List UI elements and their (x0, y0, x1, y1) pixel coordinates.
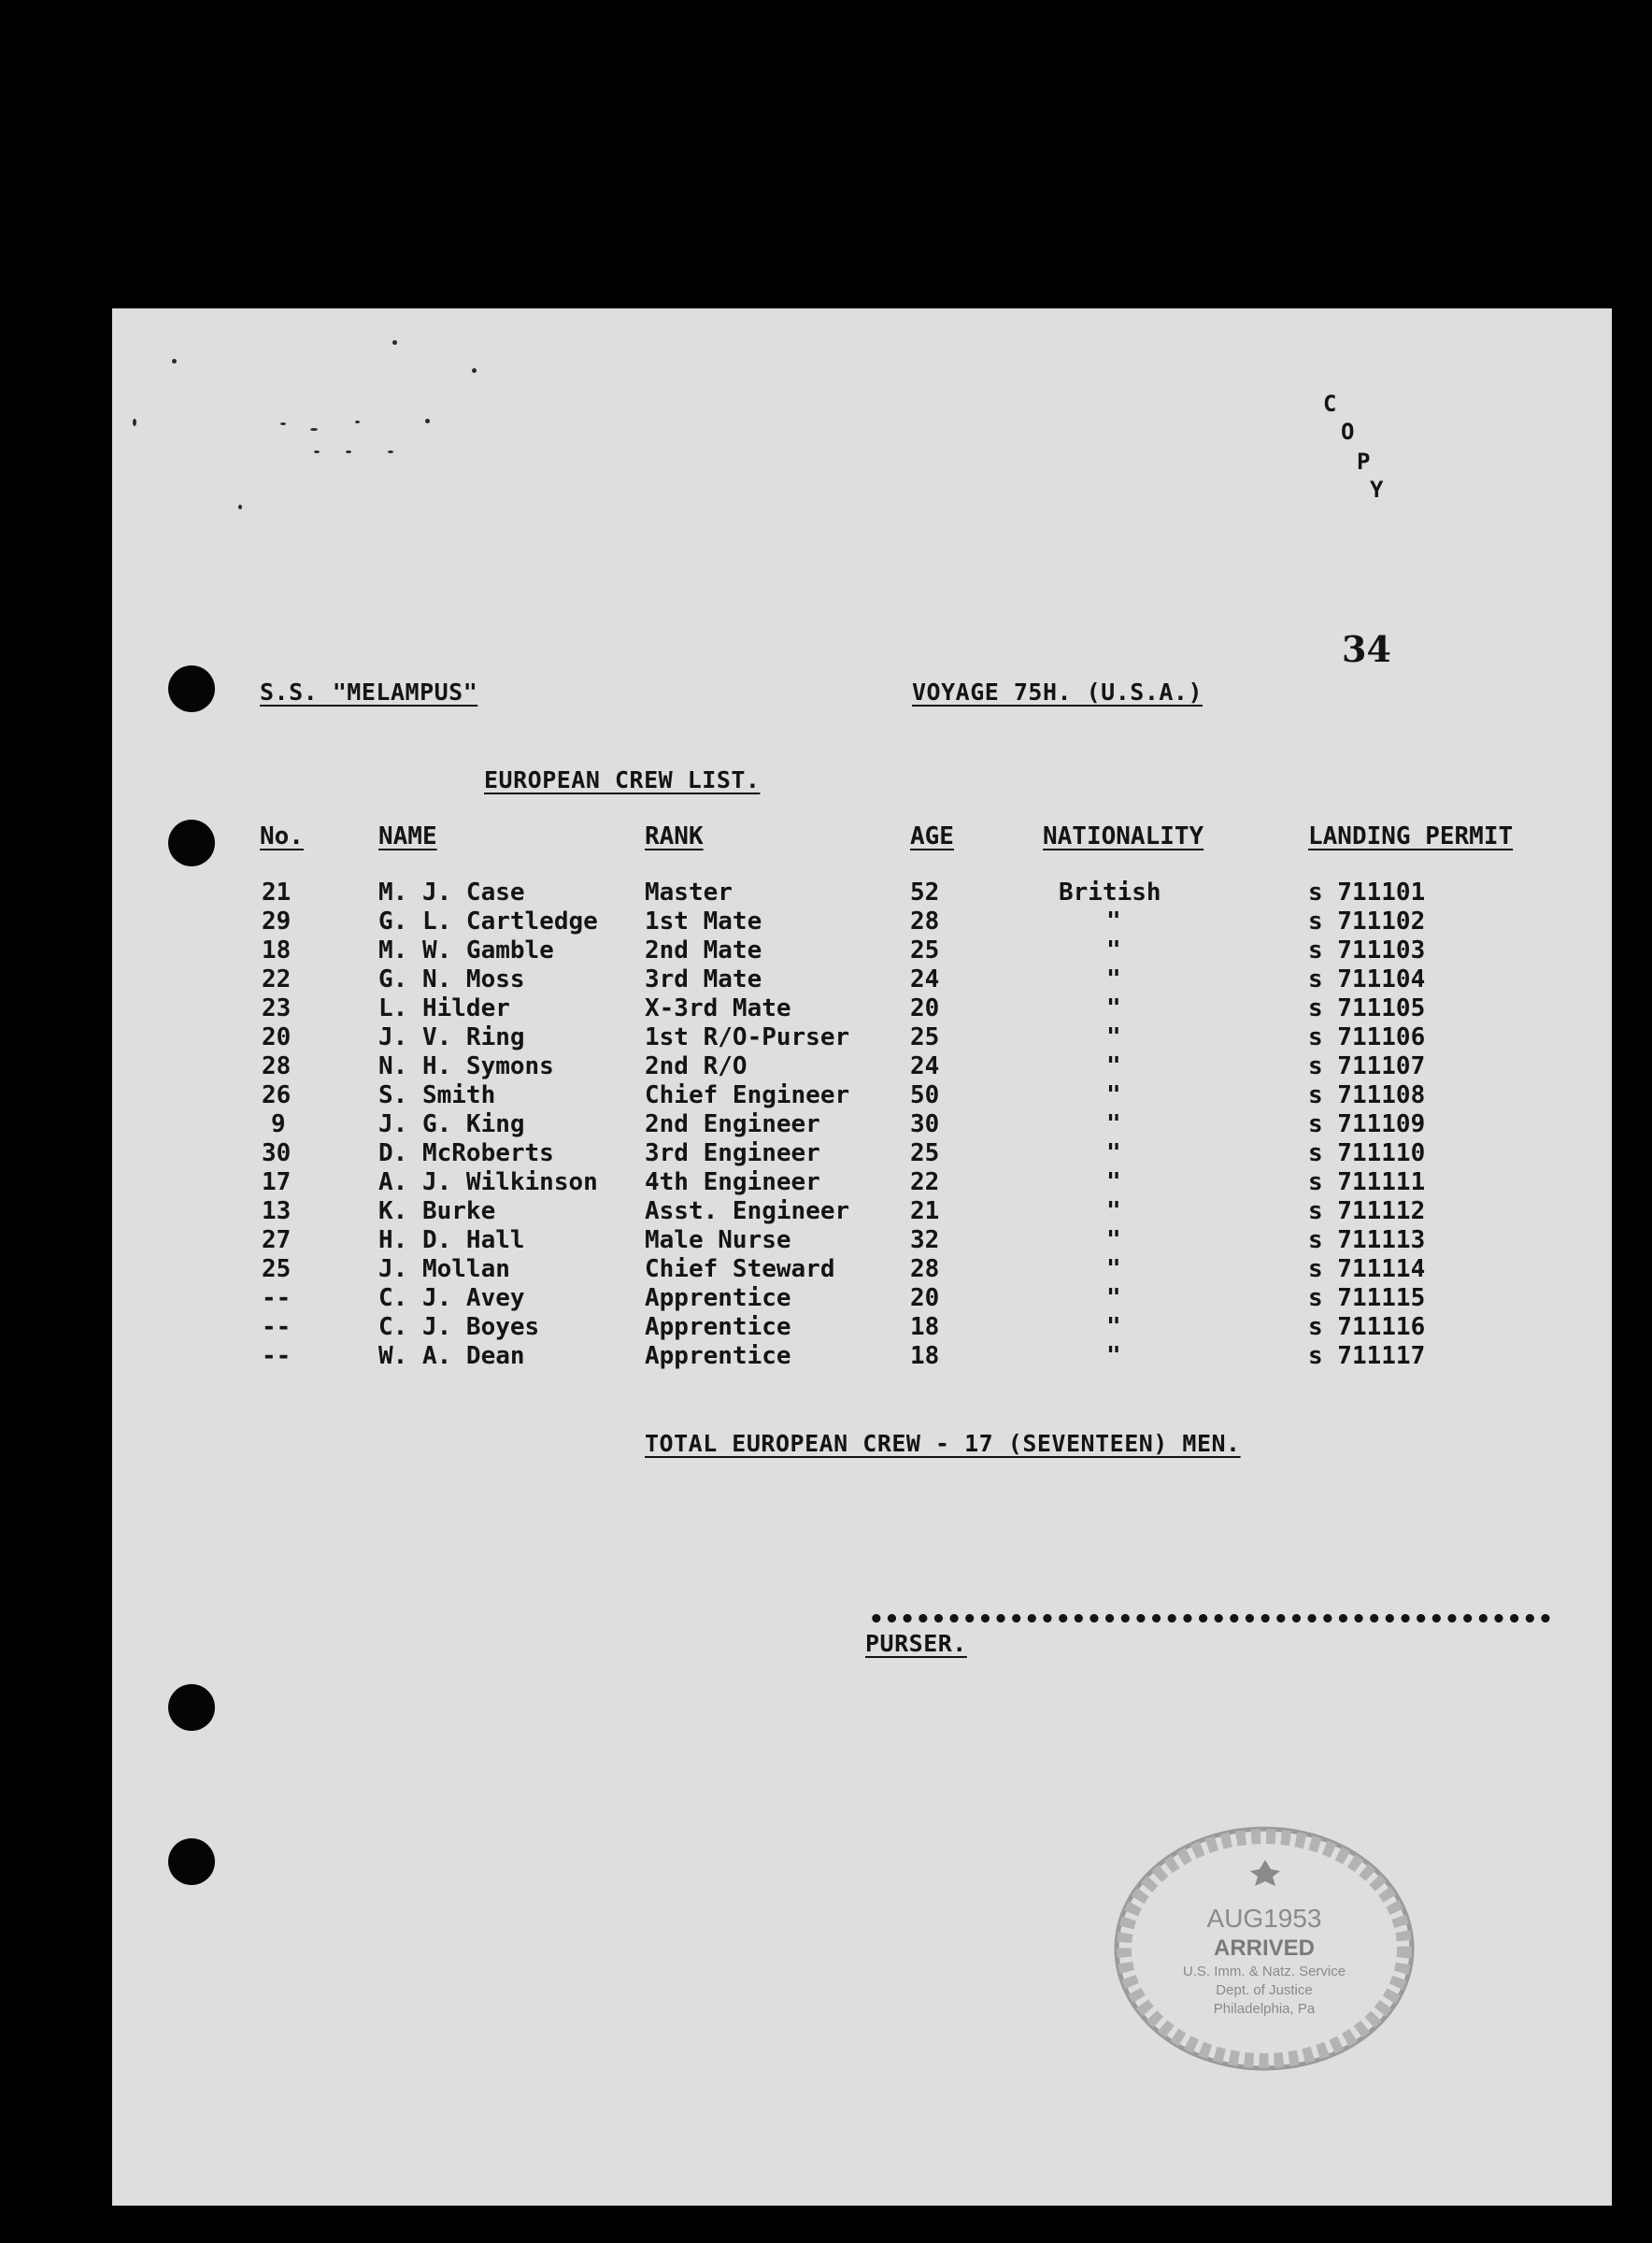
cell-permit: s 711108 (1308, 1081, 1426, 1109)
punch-hole (168, 1838, 215, 1885)
cell-name: M. J. Case (378, 879, 525, 907)
cell-no: -- (262, 1284, 292, 1312)
cell-permit: s 711103 (1308, 936, 1426, 964)
cell-permit: s 711104 (1308, 965, 1426, 993)
table-row (0, 1197, 1652, 1225)
column-header-name: NAME (378, 822, 437, 850)
cell-name: L. Hilder (378, 994, 510, 1022)
arrival-stamp (1110, 1822, 1418, 2075)
cell-no: 22 (262, 965, 292, 993)
cell-permit: s 711115 (1308, 1284, 1426, 1312)
cell-rank: Master (645, 879, 733, 907)
cell-age: 24 (910, 1052, 940, 1080)
cell-no: -- (262, 1313, 292, 1341)
cell-age: 22 (910, 1168, 940, 1196)
cell-name: D. McRoberts (378, 1139, 554, 1167)
column-header-age: AGE (910, 822, 954, 850)
cell-nationality: " (1106, 936, 1121, 964)
cell-name: C. J. Avey (378, 1284, 525, 1312)
cell-rank: Apprentice (645, 1284, 791, 1312)
cell-permit: s 711117 (1308, 1342, 1426, 1370)
cell-nationality: " (1106, 1139, 1121, 1167)
cell-nationality: " (1106, 907, 1121, 936)
cell-rank: X-3rd Mate (645, 994, 791, 1022)
cell-nationality: British (1059, 879, 1161, 907)
punch-hole (168, 665, 215, 712)
table-row (0, 1168, 1652, 1196)
cell-name: G. L. Cartledge (378, 907, 598, 936)
stamp-line1: U.S. Imm. & Natz. Service (1182, 1964, 1346, 1979)
table-row (0, 907, 1652, 936)
cell-age: 24 (910, 965, 940, 993)
cell-permit: s 711112 (1308, 1197, 1426, 1225)
cell-rank: Apprentice (645, 1313, 791, 1341)
column-header-nationality: NATIONALITY (1043, 822, 1204, 850)
cell-rank: 4th Engineer (645, 1168, 820, 1196)
cell-name: J. V. Ring (378, 1023, 525, 1051)
cell-rank: 3rd Mate (645, 965, 762, 993)
copy-letter: Y (1370, 477, 1384, 503)
cell-permit: s 711102 (1308, 907, 1426, 936)
stamp-status: ARRIVED (1213, 1936, 1316, 1961)
stamp-ring-icon (1110, 1822, 1418, 2075)
speck (133, 419, 136, 426)
speck (392, 340, 397, 345)
cell-name: J. G. King (378, 1110, 525, 1138)
cell-permit: s 711116 (1308, 1313, 1426, 1341)
list-title: EUROPEAN CREW LIST. (484, 766, 761, 793)
page-number: 34 (1342, 628, 1391, 670)
speck (346, 450, 351, 453)
punch-hole (168, 1684, 215, 1731)
cell-no: 13 (262, 1197, 292, 1225)
copy-letter: O (1341, 419, 1355, 445)
signature-line: •••••••••••••••••••••••••••••••••••••••••••• (869, 1606, 1554, 1634)
cell-nationality: " (1106, 1110, 1121, 1138)
cell-name: N. H. Symons (378, 1052, 554, 1080)
cell-nationality: " (1106, 1342, 1121, 1370)
cell-no: 29 (262, 907, 292, 936)
cell-permit: s 711109 (1308, 1110, 1426, 1138)
table-row (0, 1110, 1652, 1138)
cell-rank: 2nd Mate (645, 936, 762, 964)
cell-nationality: " (1106, 1226, 1121, 1254)
cell-age: 50 (910, 1081, 940, 1109)
cell-nationality: " (1106, 1284, 1121, 1312)
cell-no: 25 (262, 1255, 292, 1283)
speck (310, 428, 318, 431)
cell-nationality: " (1106, 1197, 1121, 1225)
cell-name: A. J. Wilkinson (378, 1168, 598, 1196)
cell-no: 17 (262, 1168, 292, 1196)
speck (314, 450, 320, 453)
cell-age: 28 (910, 907, 940, 936)
cell-name: W. A. Dean (378, 1342, 525, 1370)
cell-nationality: " (1106, 965, 1121, 993)
copy-letter: C (1323, 391, 1337, 417)
cell-no: 9 (271, 1110, 286, 1138)
cell-no: 20 (262, 1023, 292, 1051)
cell-age: 25 (910, 1139, 940, 1167)
cell-permit: s 711114 (1308, 1255, 1426, 1283)
cell-rank: Chief Steward (645, 1255, 835, 1283)
speck (472, 368, 477, 373)
cell-name: S. Smith (378, 1081, 496, 1109)
cell-rank: 2nd R/O (645, 1052, 748, 1080)
cell-rank: 1st R/O-Purser (645, 1023, 850, 1051)
cell-rank: 3rd Engineer (645, 1139, 820, 1167)
cell-no: 21 (262, 879, 292, 907)
cell-age: 52 (910, 879, 940, 907)
cell-no: 18 (262, 936, 292, 964)
table-row (0, 936, 1652, 964)
cell-age: 18 (910, 1342, 940, 1370)
cell-age: 21 (910, 1197, 940, 1225)
cell-name: M. W. Gamble (378, 936, 554, 964)
cell-name: H. D. Hall (378, 1226, 525, 1254)
cell-nationality: " (1106, 1168, 1121, 1196)
cell-permit: s 711107 (1308, 1052, 1426, 1080)
cell-nationality: " (1106, 1313, 1121, 1341)
cell-name: C. J. Boyes (378, 1313, 540, 1341)
speck (280, 422, 286, 425)
stamp-line3: Philadelphia, Pa (1213, 2001, 1316, 2017)
speck (172, 359, 177, 364)
cell-rank: Male Nurse (645, 1226, 791, 1254)
cell-name: G. N. Moss (378, 965, 525, 993)
cell-age: 25 (910, 936, 940, 964)
stamp-line2: Dept. of Justice (1216, 1982, 1313, 1998)
cell-permit: s 711111 (1308, 1168, 1426, 1196)
stamp-date: AUG1953 (1206, 1904, 1322, 1933)
cell-age: 32 (910, 1226, 940, 1254)
table-row (0, 1052, 1652, 1080)
total-crew: TOTAL EUROPEAN CREW - 17 (SEVENTEEN) MEN. (645, 1430, 1241, 1457)
table-row (0, 965, 1652, 993)
cell-permit: s 711110 (1308, 1139, 1426, 1167)
cell-nationality: " (1106, 1255, 1121, 1283)
cell-name: K. Burke (378, 1197, 496, 1225)
cell-nationality: " (1106, 1081, 1121, 1109)
cell-rank: Chief Engineer (645, 1081, 850, 1109)
table-row (0, 1023, 1652, 1051)
speck (238, 505, 242, 509)
cell-permit: s 711105 (1308, 994, 1426, 1022)
ship-name: S.S. "MELAMPUS" (260, 679, 478, 706)
table-row (0, 1313, 1652, 1341)
cell-nationality: " (1106, 994, 1121, 1022)
cell-nationality: " (1106, 1023, 1121, 1051)
table-row (0, 994, 1652, 1022)
column-header-no: No. (260, 822, 304, 850)
cell-no: 28 (262, 1052, 292, 1080)
cell-age: 28 (910, 1255, 940, 1283)
cell-age: 25 (910, 1023, 940, 1051)
table-row (0, 1226, 1652, 1254)
cell-permit: s 711106 (1308, 1023, 1426, 1051)
speck (355, 421, 360, 423)
cell-age: 20 (910, 994, 940, 1022)
table-row (0, 879, 1652, 907)
cell-no: -- (262, 1342, 292, 1370)
table-row (0, 1255, 1652, 1283)
purser-label: PURSER. (865, 1630, 967, 1657)
cell-rank: 2nd Engineer (645, 1110, 820, 1138)
table-row (0, 1284, 1652, 1312)
cell-age: 18 (910, 1313, 940, 1341)
cell-rank: Apprentice (645, 1342, 791, 1370)
cell-permit: s 711113 (1308, 1226, 1426, 1254)
cell-nationality: " (1106, 1052, 1121, 1080)
cell-age: 30 (910, 1110, 940, 1138)
cell-rank: Asst. Engineer (645, 1197, 850, 1225)
copy-letter: P (1357, 449, 1371, 475)
table-row (0, 1342, 1652, 1370)
cell-no: 27 (262, 1226, 292, 1254)
speck (425, 419, 430, 423)
voyage-label: VOYAGE 75H. (U.S.A.) (912, 679, 1203, 706)
cell-no: 23 (262, 994, 292, 1022)
cell-age: 20 (910, 1284, 940, 1312)
table-row (0, 1081, 1652, 1109)
column-header-rank: RANK (645, 822, 704, 850)
punch-hole (168, 820, 215, 866)
column-header-permit: LANDING PERMIT (1308, 822, 1514, 850)
cell-permit: s 711101 (1308, 879, 1426, 907)
cell-no: 30 (262, 1139, 292, 1167)
cell-no: 26 (262, 1081, 292, 1109)
cell-name: J. Mollan (378, 1255, 510, 1283)
table-row (0, 1139, 1652, 1167)
speck (388, 450, 393, 453)
cell-rank: 1st Mate (645, 907, 762, 936)
